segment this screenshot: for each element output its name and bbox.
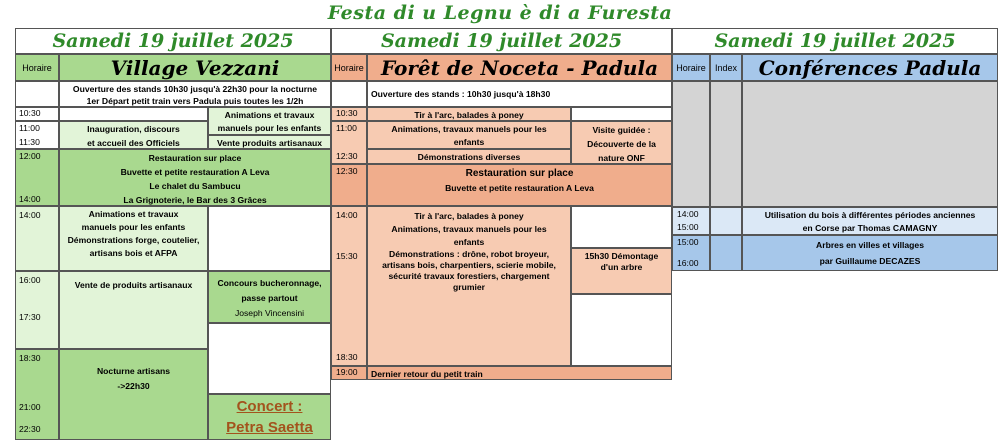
time-slot bbox=[672, 235, 710, 271]
concert-link[interactable]: Petra Saetta bbox=[226, 419, 313, 436]
time-slot bbox=[15, 349, 59, 440]
time-label: 16:00 bbox=[677, 258, 699, 268]
time-label: 14:00 bbox=[19, 210, 41, 220]
event-line: manuels pour les enfants bbox=[217, 123, 322, 133]
event-line: ->22h30 bbox=[117, 381, 150, 391]
section-name-padula: Forêt de Noceta - Padula bbox=[367, 54, 672, 81]
event-line: Vente produits artisanaux bbox=[216, 137, 323, 148]
index-cell bbox=[710, 207, 742, 235]
event-line: Démonstrations : drône, robot broyeur, bbox=[389, 249, 549, 259]
time-label: 11:30 bbox=[19, 137, 40, 147]
time-label: 14:00 bbox=[19, 194, 41, 204]
concert-link[interactable]: Concert : bbox=[236, 398, 303, 415]
event-line: Animations, travaux manuels pour les bbox=[391, 124, 547, 134]
horaire-header-vezzani: Horaire bbox=[15, 54, 59, 81]
opening-line: Ouverture des stands 10h30 jusqu'à 22h30 pour la nocturne bbox=[72, 83, 318, 94]
empty-cell bbox=[59, 107, 208, 121]
empty-cell bbox=[571, 107, 672, 121]
time-label: 14:00 bbox=[677, 209, 699, 219]
grey-filler bbox=[742, 81, 998, 207]
inauguration-vezzani bbox=[59, 121, 208, 149]
animations-afternoon-vezzani bbox=[59, 206, 208, 271]
time-label: 11:00 bbox=[19, 123, 40, 133]
time-label: 22:30 bbox=[19, 424, 41, 434]
event-line: Animations et travaux bbox=[224, 110, 315, 120]
concours-vezzani bbox=[208, 271, 331, 323]
time-label: 17:30 bbox=[19, 312, 41, 322]
visite-guidee-padula bbox=[571, 121, 672, 164]
time-slot bbox=[331, 121, 367, 164]
event-line: artisans bois et AFPA bbox=[89, 248, 178, 258]
event-line: enfants bbox=[453, 237, 485, 247]
horaire-header-conferences: Horaire bbox=[672, 54, 710, 81]
section-name-vezzani: Village Vezzani bbox=[59, 54, 331, 81]
event-line: La Grignoterie, le Bar des 3 Grâces bbox=[123, 195, 267, 205]
event-line: Visite guidée : bbox=[592, 125, 651, 135]
animations-morning-vezzani bbox=[208, 107, 331, 135]
event-line: Nocturne artisans bbox=[96, 366, 171, 376]
event-line: Démonstrations forge, coutelier, bbox=[67, 235, 200, 245]
time-label: 14:00 bbox=[336, 210, 358, 220]
vente-artisanaux-vezzani bbox=[59, 271, 208, 349]
horaire-header-padula: Horaire bbox=[331, 54, 367, 81]
demontage-padula bbox=[571, 248, 672, 294]
event-line: Concours bucheronnage, bbox=[217, 278, 322, 288]
afternoon-padula bbox=[367, 206, 571, 366]
opening-line: 1er Départ petit train vers Padula puis toutes les 1/2h bbox=[86, 95, 304, 106]
time-label: 16:00 bbox=[19, 275, 41, 285]
empty-cell bbox=[571, 206, 672, 248]
event-line: Arbres en villes et villages bbox=[816, 240, 924, 250]
time-slot-empty bbox=[15, 81, 59, 107]
event-line: Buvette et petite restauration A Leva bbox=[120, 167, 270, 177]
time-label: 21:00 bbox=[19, 402, 41, 412]
day-header-conferences: Samedi 19 juillet 2025 bbox=[672, 28, 998, 54]
restauration-padula bbox=[367, 164, 672, 206]
empty-cell bbox=[208, 323, 331, 394]
event-line: manuels pour les enfants bbox=[81, 222, 186, 232]
event-line: sécurité travaux forestiers, chargement bbox=[388, 271, 550, 281]
vente-produits-vezzani bbox=[208, 135, 331, 149]
event-line: Animations et travaux bbox=[88, 209, 179, 219]
event-line: Animations, travaux manuels pour les bbox=[391, 224, 547, 234]
event-line: grumier bbox=[453, 282, 485, 292]
opening-padula bbox=[367, 81, 672, 107]
grey-filler bbox=[710, 81, 742, 207]
time-label: 12:30 bbox=[336, 151, 358, 161]
time-label: 11:00 bbox=[336, 123, 357, 133]
event-line: Inauguration, discours bbox=[87, 123, 180, 134]
event-line: Ouverture des stands : 10h30 jusqu'à 18h30 bbox=[371, 89, 551, 99]
time-slot bbox=[15, 149, 59, 206]
nocturne-vezzani bbox=[59, 349, 208, 440]
tir-morning-padula bbox=[367, 107, 571, 121]
index-header-conferences: Index bbox=[710, 54, 742, 81]
event-line: Buvette et petite restauration A Leva bbox=[445, 183, 594, 193]
event-line: Découverte de la bbox=[587, 139, 656, 149]
event-line: d'un arbre bbox=[600, 262, 643, 272]
time-slot bbox=[672, 207, 710, 235]
event-line: artisans bois, charpentiers, scierie mobile, bbox=[382, 260, 556, 270]
animations-morning-padula bbox=[367, 121, 571, 149]
time-label: 12:30 bbox=[336, 166, 358, 176]
time-slot bbox=[331, 206, 367, 366]
time-slot bbox=[15, 107, 59, 121]
time-label: 12:00 bbox=[19, 151, 41, 161]
time-slot bbox=[331, 366, 367, 380]
dernier-retour-padula bbox=[367, 366, 672, 380]
index-cell bbox=[710, 235, 742, 271]
time-label: 18:30 bbox=[19, 353, 41, 363]
time-slot-empty bbox=[331, 81, 367, 107]
event-line: Joseph Vincensini bbox=[234, 308, 305, 318]
event-line: Le chalet du Sambucu bbox=[149, 181, 241, 191]
demos-padula bbox=[367, 149, 571, 164]
event-line: nature ONF bbox=[598, 153, 645, 163]
time-slot bbox=[331, 164, 367, 206]
event-line: Utilisation du bois à différentes périodes anciennes bbox=[764, 210, 976, 220]
event-line: enfants bbox=[453, 137, 485, 147]
time-slot bbox=[331, 107, 367, 121]
section-name-conferences: Conférences Padula bbox=[742, 54, 998, 81]
page-title: Festa di u Legnu è di a Furesta bbox=[327, 2, 673, 24]
time-label: 10:30 bbox=[19, 108, 41, 118]
event-line: Restauration sur place bbox=[465, 168, 574, 179]
event-line: passe partout bbox=[241, 293, 298, 303]
grey-filler bbox=[672, 81, 710, 207]
opening-vezzani bbox=[59, 81, 331, 107]
event-line: Restauration sur place bbox=[148, 153, 242, 163]
day-header-vezzani: Samedi 19 juillet 2025 bbox=[15, 28, 331, 54]
concert-vezzani[interactable] bbox=[208, 394, 331, 440]
event-line: 15h30 Démontage bbox=[584, 251, 659, 261]
event-line: Dernier retour du petit train bbox=[371, 368, 483, 379]
time-label: 10:30 bbox=[336, 108, 358, 118]
time-label: 19:00 bbox=[336, 367, 358, 377]
day-header-padula: Samedi 19 juillet 2025 bbox=[331, 28, 672, 54]
event-line: Tir à l'arc, balades à poney bbox=[414, 211, 524, 221]
time-slot bbox=[15, 121, 59, 149]
time-label: 15:00 bbox=[677, 237, 699, 247]
time-slot bbox=[15, 271, 59, 349]
conference-1 bbox=[742, 207, 998, 235]
empty-cell bbox=[208, 206, 331, 271]
conference-2 bbox=[742, 235, 998, 271]
time-label: 18:30 bbox=[336, 352, 358, 362]
event-line: et accueil des Officiels bbox=[87, 137, 180, 148]
restauration-vezzani bbox=[59, 149, 331, 206]
time-label: 15:30 bbox=[336, 251, 358, 261]
event-line: par Guillaume DECAZES bbox=[819, 256, 921, 266]
time-label: 15:00 bbox=[677, 222, 699, 232]
empty-cell bbox=[571, 294, 672, 366]
event-line: Démonstrations diverses bbox=[417, 152, 521, 162]
event-line: Tir à l'arc, balades à poney bbox=[414, 109, 524, 120]
time-slot bbox=[15, 206, 59, 271]
event-line: en Corse par Thomas CAMAGNY bbox=[802, 223, 938, 233]
event-line: Vente de produits artisanaux bbox=[74, 280, 193, 290]
